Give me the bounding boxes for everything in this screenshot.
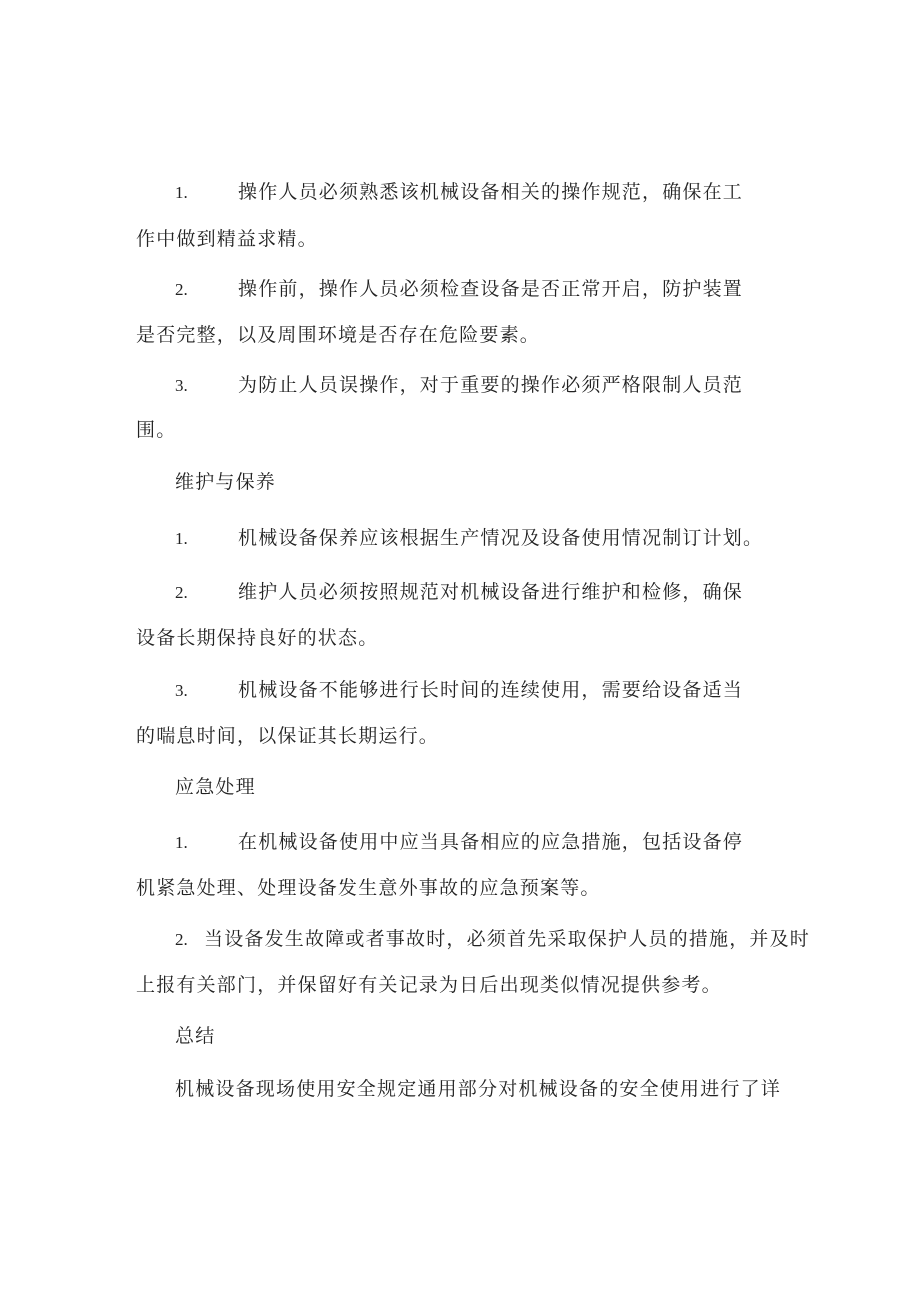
list-item-text-continued: 作中做到精益求精。	[136, 228, 318, 250]
section-heading-maintenance: 维护与保养	[175, 471, 277, 493]
list-item-text: 操作人员必须熟悉该机械设备相关的操作规范，确保在工	[238, 181, 744, 203]
list-item-text: 当设备发生故障或者事故时，必须首先采取保护人员的措施，并及时	[204, 928, 811, 950]
list-item-number: 3.	[175, 376, 188, 395]
list-item-number: 3.	[175, 681, 188, 700]
summary-text: 机械设备现场使用安全规定通用部分对机械设备的安全使用进行了详	[175, 1078, 782, 1100]
list-item-text: 机械设备保养应该根据生产情况及设备使用情况制订计划。	[238, 527, 764, 549]
list-item-text-continued: 是否完整，以及周围环境是否存在危险要素。	[136, 324, 541, 346]
list-item-text-continued: 围。	[136, 419, 177, 441]
list-item-text-continued: 上报有关部门，并保留好有关记录为日后出现类似情况提供参考。	[136, 974, 722, 996]
list-item-number: 1.	[175, 183, 188, 202]
list-item-text-continued: 的喘息时间，以保证其长期运行。	[136, 725, 440, 747]
list-item-text: 操作前，操作人员必须检查设备是否正常开启，防护装置	[238, 278, 744, 300]
section-heading-summary: 总结	[175, 1025, 216, 1047]
list-item-text-continued: 机紧急处理、处理设备发生意外事故的应急预案等。	[136, 877, 601, 899]
list-item-text: 维护人员必须按照规范对机械设备进行维护和检修，确保	[238, 581, 744, 603]
list-item-number: 1.	[175, 529, 188, 548]
list-item-number: 2.	[175, 583, 188, 602]
list-item-number: 2.	[175, 280, 188, 299]
list-item-text: 为防止人员误操作，对于重要的操作必须严格限制人员范	[238, 374, 744, 396]
list-item-number: 1.	[175, 833, 188, 852]
list-item-text: 在机械设备使用中应当具备相应的应急措施，包括设备停	[238, 831, 744, 853]
list-item-text: 机械设备不能够进行长时间的连续使用，需要给设备适当	[238, 679, 744, 701]
section-heading-emergency: 应急处理	[175, 776, 256, 798]
list-item-text-continued: 设备长期保持良好的状态。	[136, 627, 379, 649]
list-item-number: 2.	[175, 930, 188, 949]
